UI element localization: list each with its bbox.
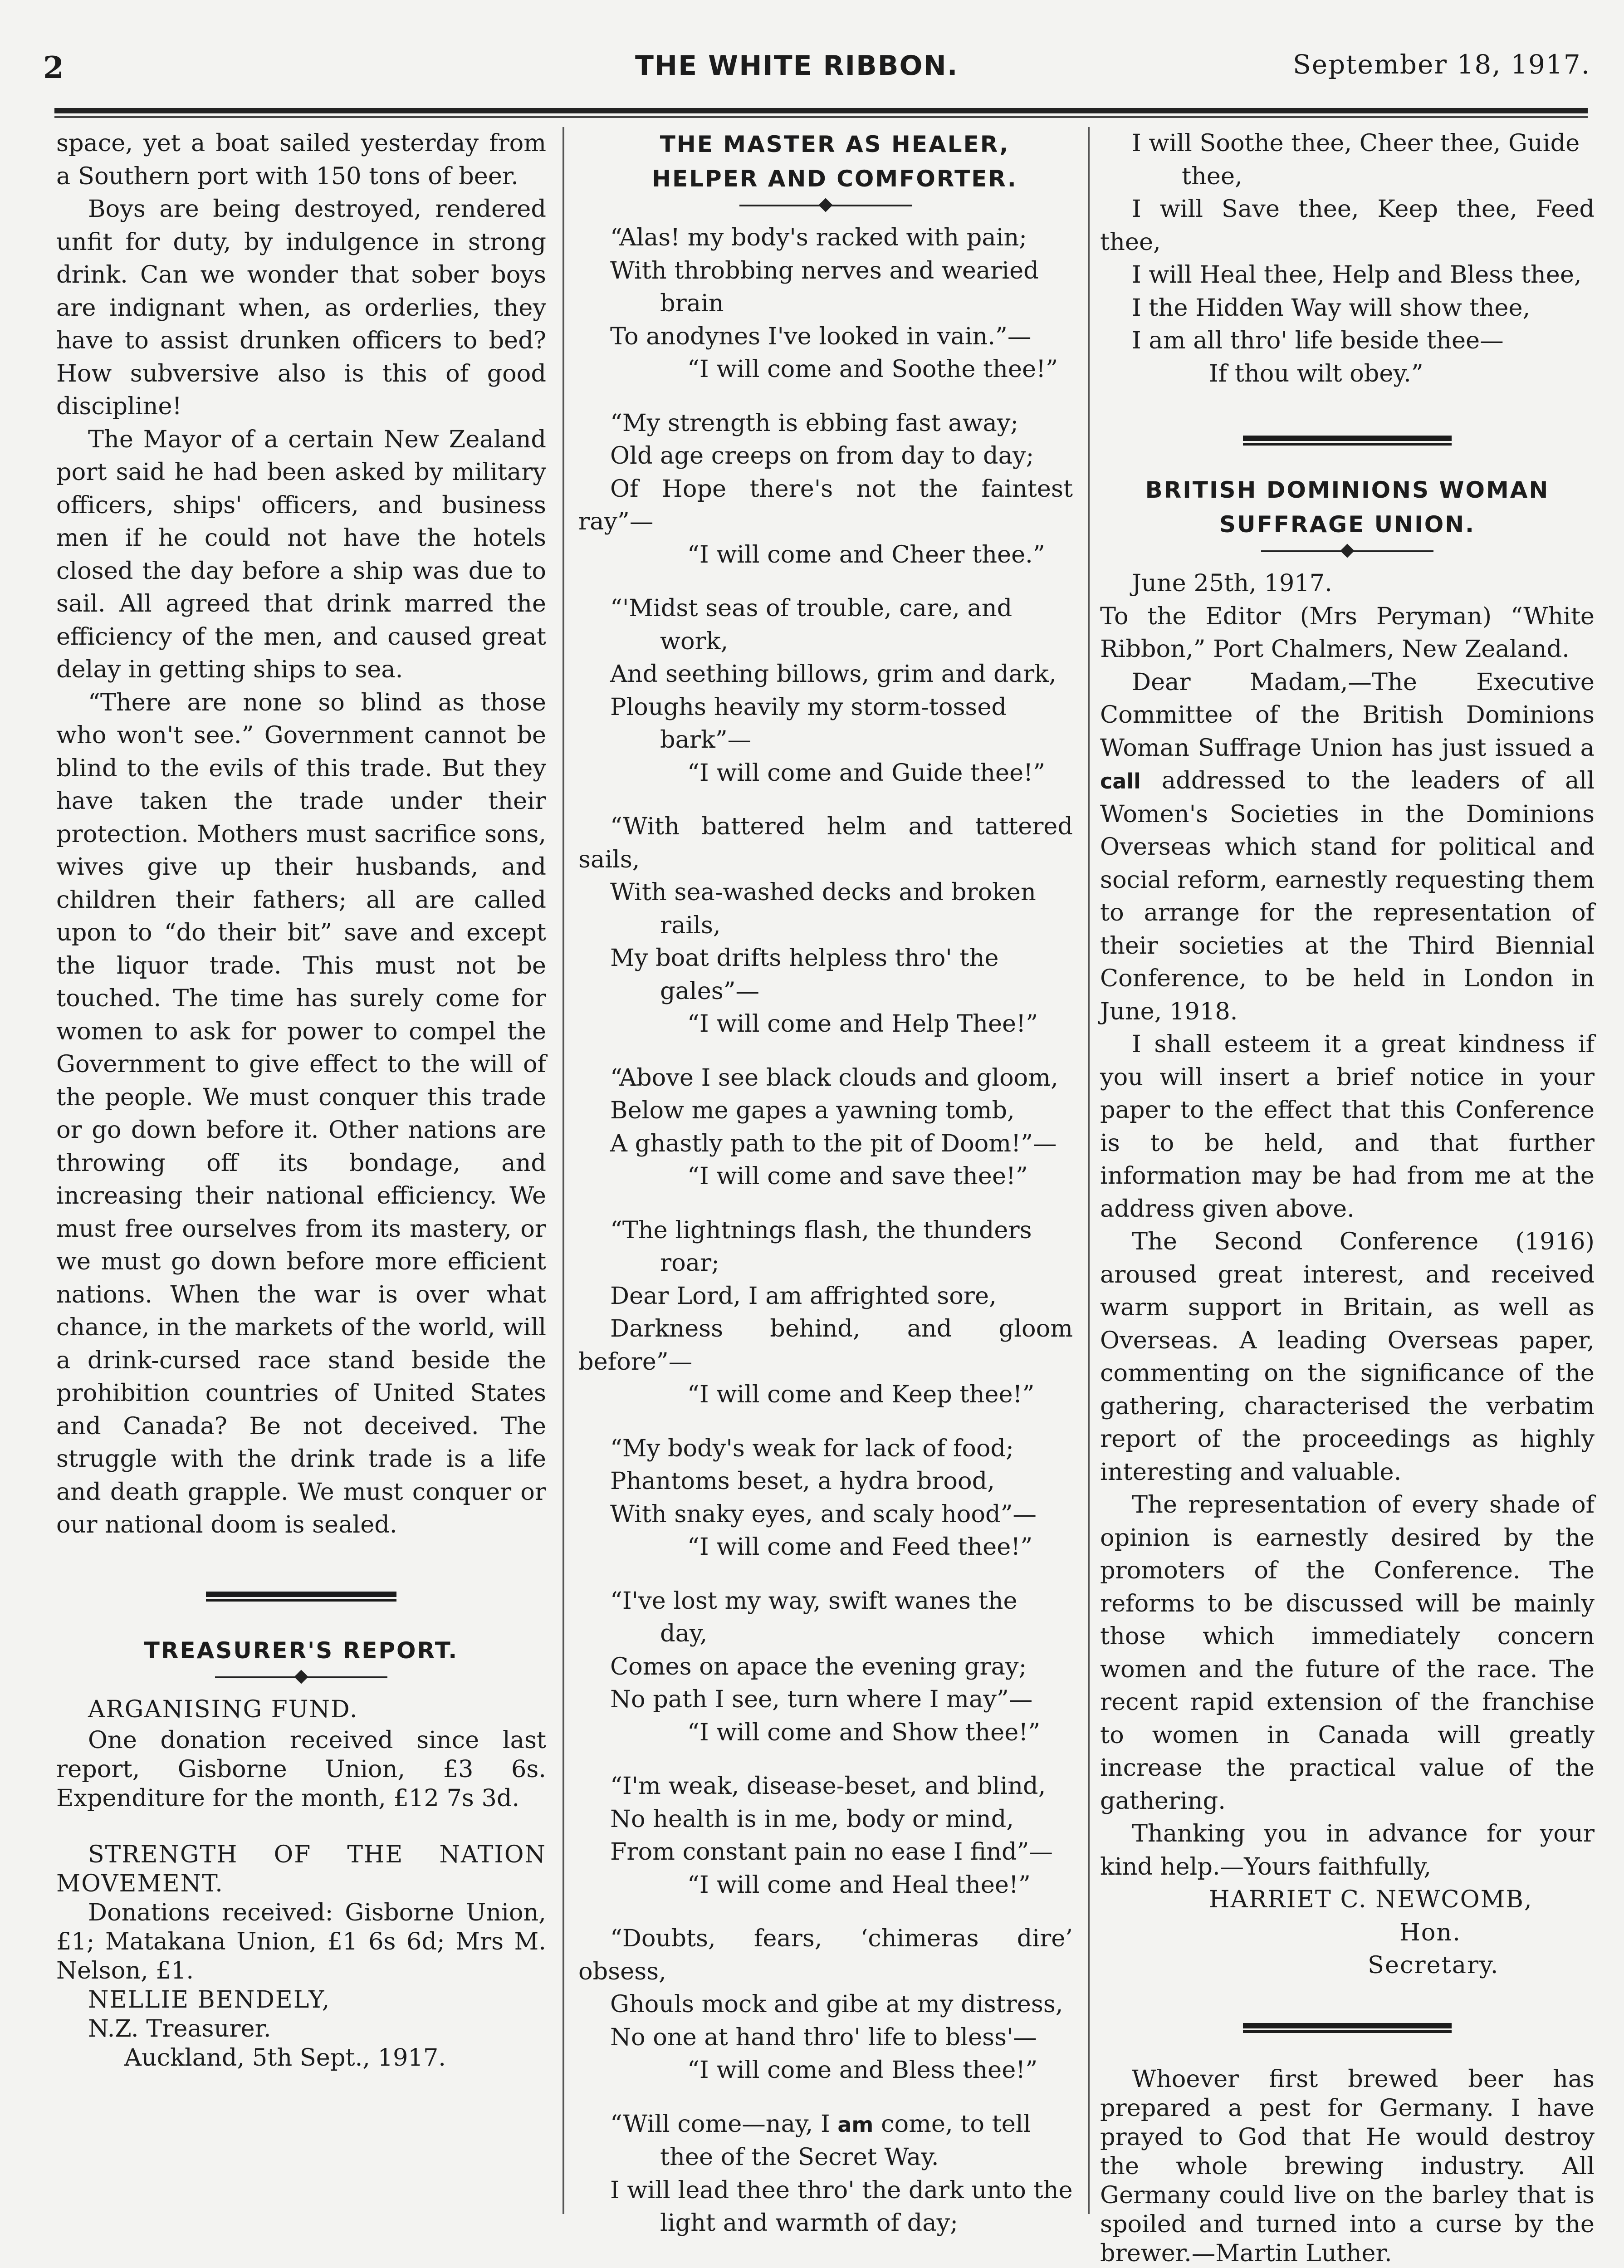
poem-line: I will Save thee, Keep thee, Feed thee, xyxy=(1100,195,1595,256)
letter-paragraph: Thanking you in advance for your kind help.—Yours faithfully, xyxy=(1100,1820,1595,1881)
poem-line: If thou wilt obey.” xyxy=(1209,359,1423,387)
poem-line: “My strength is ebbing fast away; xyxy=(610,409,1019,437)
fund-title: STRENGTH OF THE NATION MOVEMENT. xyxy=(56,1841,546,1897)
poem-line: Below me gapes a yawning tomb, xyxy=(610,1097,1015,1124)
poem-stanza xyxy=(578,407,1073,572)
poem-refrain: “I will come and Guide thee!” xyxy=(687,759,1046,787)
poem-stanza xyxy=(578,1214,1073,1411)
poem-line: A ghastly path to the pit of Doom!”— xyxy=(610,1129,1057,1157)
poem-line: roar; xyxy=(660,1249,719,1277)
poem-line: gales”— xyxy=(660,977,760,1005)
poem-line: brain xyxy=(660,289,724,317)
place-date: Auckland, 5th Sept., 1917. xyxy=(124,2044,446,2072)
poem-line: light and warmth of day; xyxy=(660,2209,958,2237)
poem-stanza xyxy=(578,1770,1073,1901)
letter-date: June 25th, 1917. xyxy=(1132,569,1332,597)
poem-line: Comes on apace the evening gray; xyxy=(610,1652,1027,1680)
letter-signatory: HARRIET C. NEWCOMB, xyxy=(1209,1886,1533,1913)
fund-title: ARGANISING FUND. xyxy=(88,1695,358,1723)
poem-line: day, xyxy=(660,1620,708,1647)
letter-address: To the Editor (Mrs Peryman) “White Ribbon,” Port Chalmers, New Zealand. xyxy=(1100,602,1595,663)
poem-stanza xyxy=(578,1432,1073,1564)
poem-line: Of Hope there's not the faintest ray”— xyxy=(578,475,1073,535)
publication-title: THE WHITE RIBBON. xyxy=(635,50,959,82)
treasurer-signatory: NELLIE BENDELY, xyxy=(88,1986,331,2013)
letter-paragraph: I shall esteem it a great kindness if you will insert a brief notice in your paper to the effect that this Conference is to be held, and that further information may be had from me at the address given above. xyxy=(1100,1030,1595,1223)
article-paragraph: The Mayor of a certain New Zealand port said he had been asked by military officers, ships' officers, and business men if he could not have the hotels closed the day before a ship was due to sail. All agreed that drink marred the efficiency of the men, and caused great delay in getting ships to sea. xyxy=(56,425,546,683)
luther-quote: Whoever first brewed beer has prepared a pest for Germany. I have prayed to God that He would destroy the whole brewing industry. All Germany could live on the barley that is spoiled and turned into a curse by the brewer.—Martin Luther. xyxy=(1100,2065,1595,2267)
treasurer-role: N.Z. Treasurer. xyxy=(88,2015,271,2043)
poem-refrain: “I will come and Bless thee!” xyxy=(687,2056,1038,2084)
header-rule-thin xyxy=(54,116,1588,118)
poem-stanzas xyxy=(578,221,1073,2087)
poem-line: “Will come—nay, I am come, to tell xyxy=(610,2110,1031,2138)
suffrage-heading: SUFFRAGE UNION. xyxy=(1219,511,1476,538)
poem-line: “Above I see black clouds and gloom, xyxy=(610,1063,1058,1092)
poem-line: No path I see, turn where I may”— xyxy=(610,1685,1033,1713)
poem-line: “With battered helm and tattered sails, xyxy=(578,813,1073,873)
poem-line: No one at hand thro' life to bless'— xyxy=(610,2023,1037,2051)
poem-refrain: “I will come and Cheer thee.” xyxy=(687,540,1045,568)
poem-line: thee, xyxy=(1182,162,1242,190)
poem-line: I will Heal thee, Help and Bless thee, xyxy=(1132,261,1582,289)
poem-continuation xyxy=(1100,127,1595,390)
poem-line: Darkness behind, and gloom before”— xyxy=(578,1315,1073,1376)
column-1 xyxy=(56,127,546,2072)
letter-paragraph: The representation of every shade of opinion is earnestly desired by the promoters of the Conference. The reforms to be discussed will be mainly those which immediately concern women and the future of the race. The recent rapid extension of the franchise to women in Canada will greatly increase the practical value of the gathering. xyxy=(1100,1491,1595,1815)
poem-refrain: “I will come and Keep thee!” xyxy=(687,1381,1035,1408)
poem-line: “I'm weak, disease-beset, and blind, xyxy=(610,1772,1046,1800)
section-separator xyxy=(206,1592,396,1602)
poem-line: Ghouls mock and gibe at my distress, xyxy=(610,1990,1063,2018)
poem-line: My boat drifts helpless thro' the xyxy=(610,944,999,972)
poem-line: And seething billows, grim and dark, xyxy=(610,660,1057,688)
poem-line: “I've lost my way, swift wanes the xyxy=(610,1587,1017,1615)
article-paragraph: Boys are being destroyed, rendered unfit for duty, by indulgence in strong drink. Can we wonder that sober boys are indignant when, as orderlies, they have to assist drunken officers to bed? How subversive also is this of good discipline! xyxy=(56,195,546,420)
poem-heading: HELPER AND COMFORTER. xyxy=(652,166,1017,192)
poem-line: I the Hidden Way will show thee, xyxy=(1132,294,1531,322)
poem-refrain: “I will come and save thee!” xyxy=(687,1162,1028,1190)
poem-stanza xyxy=(578,1585,1073,1749)
diamond-rule xyxy=(739,199,912,212)
poem-line: I will lead thee thro' the dark unto the xyxy=(610,2176,1073,2204)
poem-refrain: “I will come and Help Thee!” xyxy=(687,1010,1038,1038)
poem-final-stanza xyxy=(578,2108,1073,2240)
fund-text: One donation received since last report, Gisborne Union, £3 6s. Expenditure for the month, £12 7s 3d. xyxy=(56,1726,546,1812)
poem-stanza xyxy=(578,1922,1073,2087)
poem-stanza xyxy=(578,592,1073,789)
poem-line: With snaky eyes, and scaly hood”— xyxy=(610,1500,1037,1528)
header-rule xyxy=(54,108,1588,113)
poem-line: From constant pain no ease I find”— xyxy=(610,1838,1053,1866)
poem-line: “'Midst seas of trouble, care, and xyxy=(610,594,1013,622)
poem-line: To anodynes I've looked in vain.”— xyxy=(610,322,1032,350)
letter-role: Hon. Secretary. xyxy=(1368,1918,1499,1979)
column-3 xyxy=(1100,127,1595,2268)
suffrage-heading: BRITISH DOMINIONS WOMAN xyxy=(1145,477,1550,503)
poem-line: Dear Lord, I am affrighted sore, xyxy=(610,1282,997,1310)
poem-refrain: “I will come and Feed thee!” xyxy=(687,1533,1033,1561)
page-header xyxy=(0,0,1624,118)
poem-line: With sea-washed decks and broken xyxy=(610,878,1036,906)
article-paragraph: “There are none so blind as those who won't see.” Government cannot be blind to the evils of this trade. But they have taken the trade under their protection. Mothers must sacrifice sons, wives give up their husbands, and children their fathers; all are called upon to “do their bit” save and except the liquor trade. This must not be touched. The time has surely come for women to ask for power to compel the Government to give effect to the will of the people. We must conquer this trade or go down before it. Other nations are throwing off its bondage, and increasing their national efficiency. We must free ourselves from its mastery, or we must go down before more efficient nations. When the war is over what chance, in the markets of the world, will a drink-cursed race stand beside the prohibition countries of United States and Canada? Be not deceived. The struggle with the drink trade is a life and death grapple. We must conquer or our national doom is sealed. xyxy=(56,688,546,1538)
poem-line: bark”— xyxy=(660,726,752,754)
poem-line: thee of the Secret Way. xyxy=(660,2143,939,2171)
poem-stanza xyxy=(578,221,1073,386)
diamond-rule xyxy=(215,1670,387,1684)
poem-refrain: “I will come and Heal thee!” xyxy=(687,1871,1031,1899)
poem-heading: THE MASTER AS HEALER, xyxy=(660,131,1010,157)
poem-stanza xyxy=(578,1062,1073,1193)
treasurer-heading: TREASURER'S REPORT. xyxy=(144,1637,459,1664)
poem-line: “Doubts, fears, ‘chimeras dire’ obsess, xyxy=(578,1925,1073,1985)
issue-date: September 18, 1917. xyxy=(1293,49,1591,80)
page-number: 2 xyxy=(43,50,64,85)
poem-line: “My body's weak for lack of food; xyxy=(610,1434,1014,1462)
poem-refrain: “I will come and Soothe thee!” xyxy=(687,355,1058,383)
article-paragraph: space, yet a boat sailed yesterday from a Southern port with 150 tons of beer. xyxy=(56,129,546,190)
poem-refrain: “I will come and Show thee!” xyxy=(687,1718,1041,1746)
poem-line: I am all thro' life beside thee— xyxy=(1132,327,1504,354)
poem-line: work, xyxy=(660,627,729,655)
column-divider xyxy=(563,127,564,2214)
poem-stanza xyxy=(578,810,1073,1041)
diamond-rule xyxy=(1261,544,1433,558)
poem-line: I will Soothe thee, Cheer thee, Guide xyxy=(1132,129,1580,157)
poem-line: rails, xyxy=(660,911,721,939)
poem-line: No health is in me, body or mind, xyxy=(610,1805,1014,1833)
poem-line: Phantoms beset, a hydra brood, xyxy=(610,1467,995,1495)
poem-line: With throbbing nerves and wearied xyxy=(610,256,1039,284)
poem-line: “The lightnings flash, the thunders xyxy=(610,1216,1032,1244)
poem-line: “Alas! my body's racked with pain; xyxy=(610,224,1027,251)
section-separator xyxy=(1243,2023,1452,2033)
section-separator xyxy=(1243,436,1452,446)
letter-paragraph: Dear Madam,—The Executive Committee of the British Dominions Woman Suffrage Union has just issued a call addressed to the leaders of all Women's Societies in the Dominions Overseas which stand for political and social reform, earnestly requesting them to arrange for the representation of their societies at the Third Biennial Conference, to be held in London in June, 1918. xyxy=(1100,668,1595,1025)
poem-line: Old age creeps on from day to day; xyxy=(610,442,1034,470)
poem-line: Ploughs heavily my storm-tossed xyxy=(610,693,1007,721)
column-2 xyxy=(578,127,1073,2240)
letter-paragraph: The Second Conference (1916) aroused great interest, and received warm support in Britain, as well as Overseas. A leading Overseas paper, commenting on the significance of the gathering, characterised the verbatim report of the proceedings as highly interesting and valuable. xyxy=(1100,1228,1595,1486)
fund-text: Donations received: Gisborne Union, £1; Matakana Union, £1 6s 6d; Mrs M. Nelson, £1. xyxy=(56,1899,546,1984)
column-divider xyxy=(1088,127,1090,2214)
